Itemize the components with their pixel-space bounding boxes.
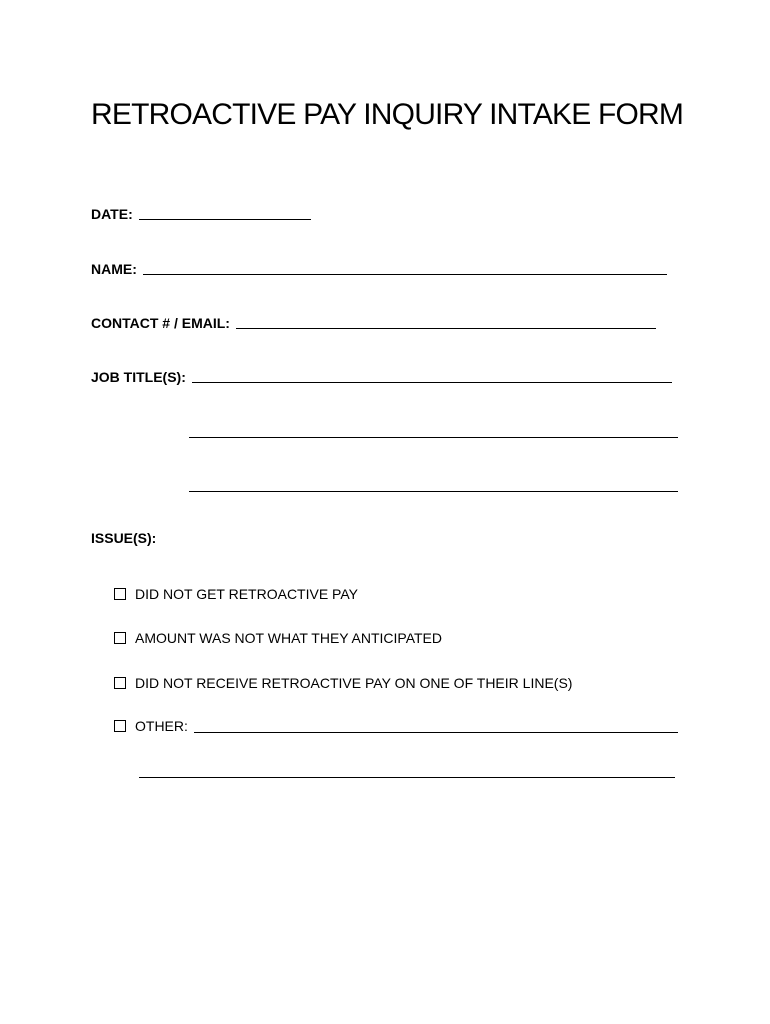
issue-option-missing-line[interactable] (114, 673, 572, 693)
name-blank-line[interactable] (143, 259, 667, 275)
job-title-blank-line-2[interactable] (189, 437, 678, 438)
option-label: DID NOT GET RETROACTIVE PAY (135, 586, 358, 602)
issues-label: ISSUE(S): (91, 530, 157, 546)
checkbox-missing-line[interactable] (114, 677, 126, 689)
checkbox-amount-not-anticipated[interactable] (114, 632, 126, 644)
name-field (91, 256, 667, 278)
job-title-blank-line-3[interactable] (189, 491, 678, 492)
option-label: AMOUNT WAS NOT WHAT THEY ANTICIPATED (135, 630, 442, 646)
job-title-field (91, 364, 672, 386)
contact-field (91, 310, 656, 332)
name-label: NAME: (91, 261, 137, 277)
checkbox-other[interactable] (114, 720, 126, 732)
other-blank-line-1[interactable] (194, 719, 678, 733)
issue-option-no-retro-pay[interactable] (114, 584, 358, 604)
job-title-label: JOB TITLE(S): (91, 369, 186, 385)
option-label: OTHER: (135, 718, 188, 734)
issue-option-other[interactable] (114, 716, 678, 736)
checkbox-no-retro-pay[interactable] (114, 588, 126, 600)
contact-blank-line[interactable] (236, 313, 656, 329)
date-field (91, 201, 311, 223)
job-title-blank-line-1[interactable] (192, 367, 672, 383)
option-label: DID NOT RECEIVE RETROACTIVE PAY ON ONE OF THEIR LINE(S) (135, 675, 573, 691)
issue-option-amount-not-anticipated[interactable] (114, 628, 442, 648)
other-blank-line-2[interactable] (139, 777, 675, 778)
form-title: RETROACTIVE PAY INQUIRY INTAKE FORM (91, 98, 684, 131)
contact-label: CONTACT # / EMAIL: (91, 315, 230, 331)
date-blank-line[interactable] (139, 204, 311, 220)
date-label: DATE: (91, 206, 133, 222)
